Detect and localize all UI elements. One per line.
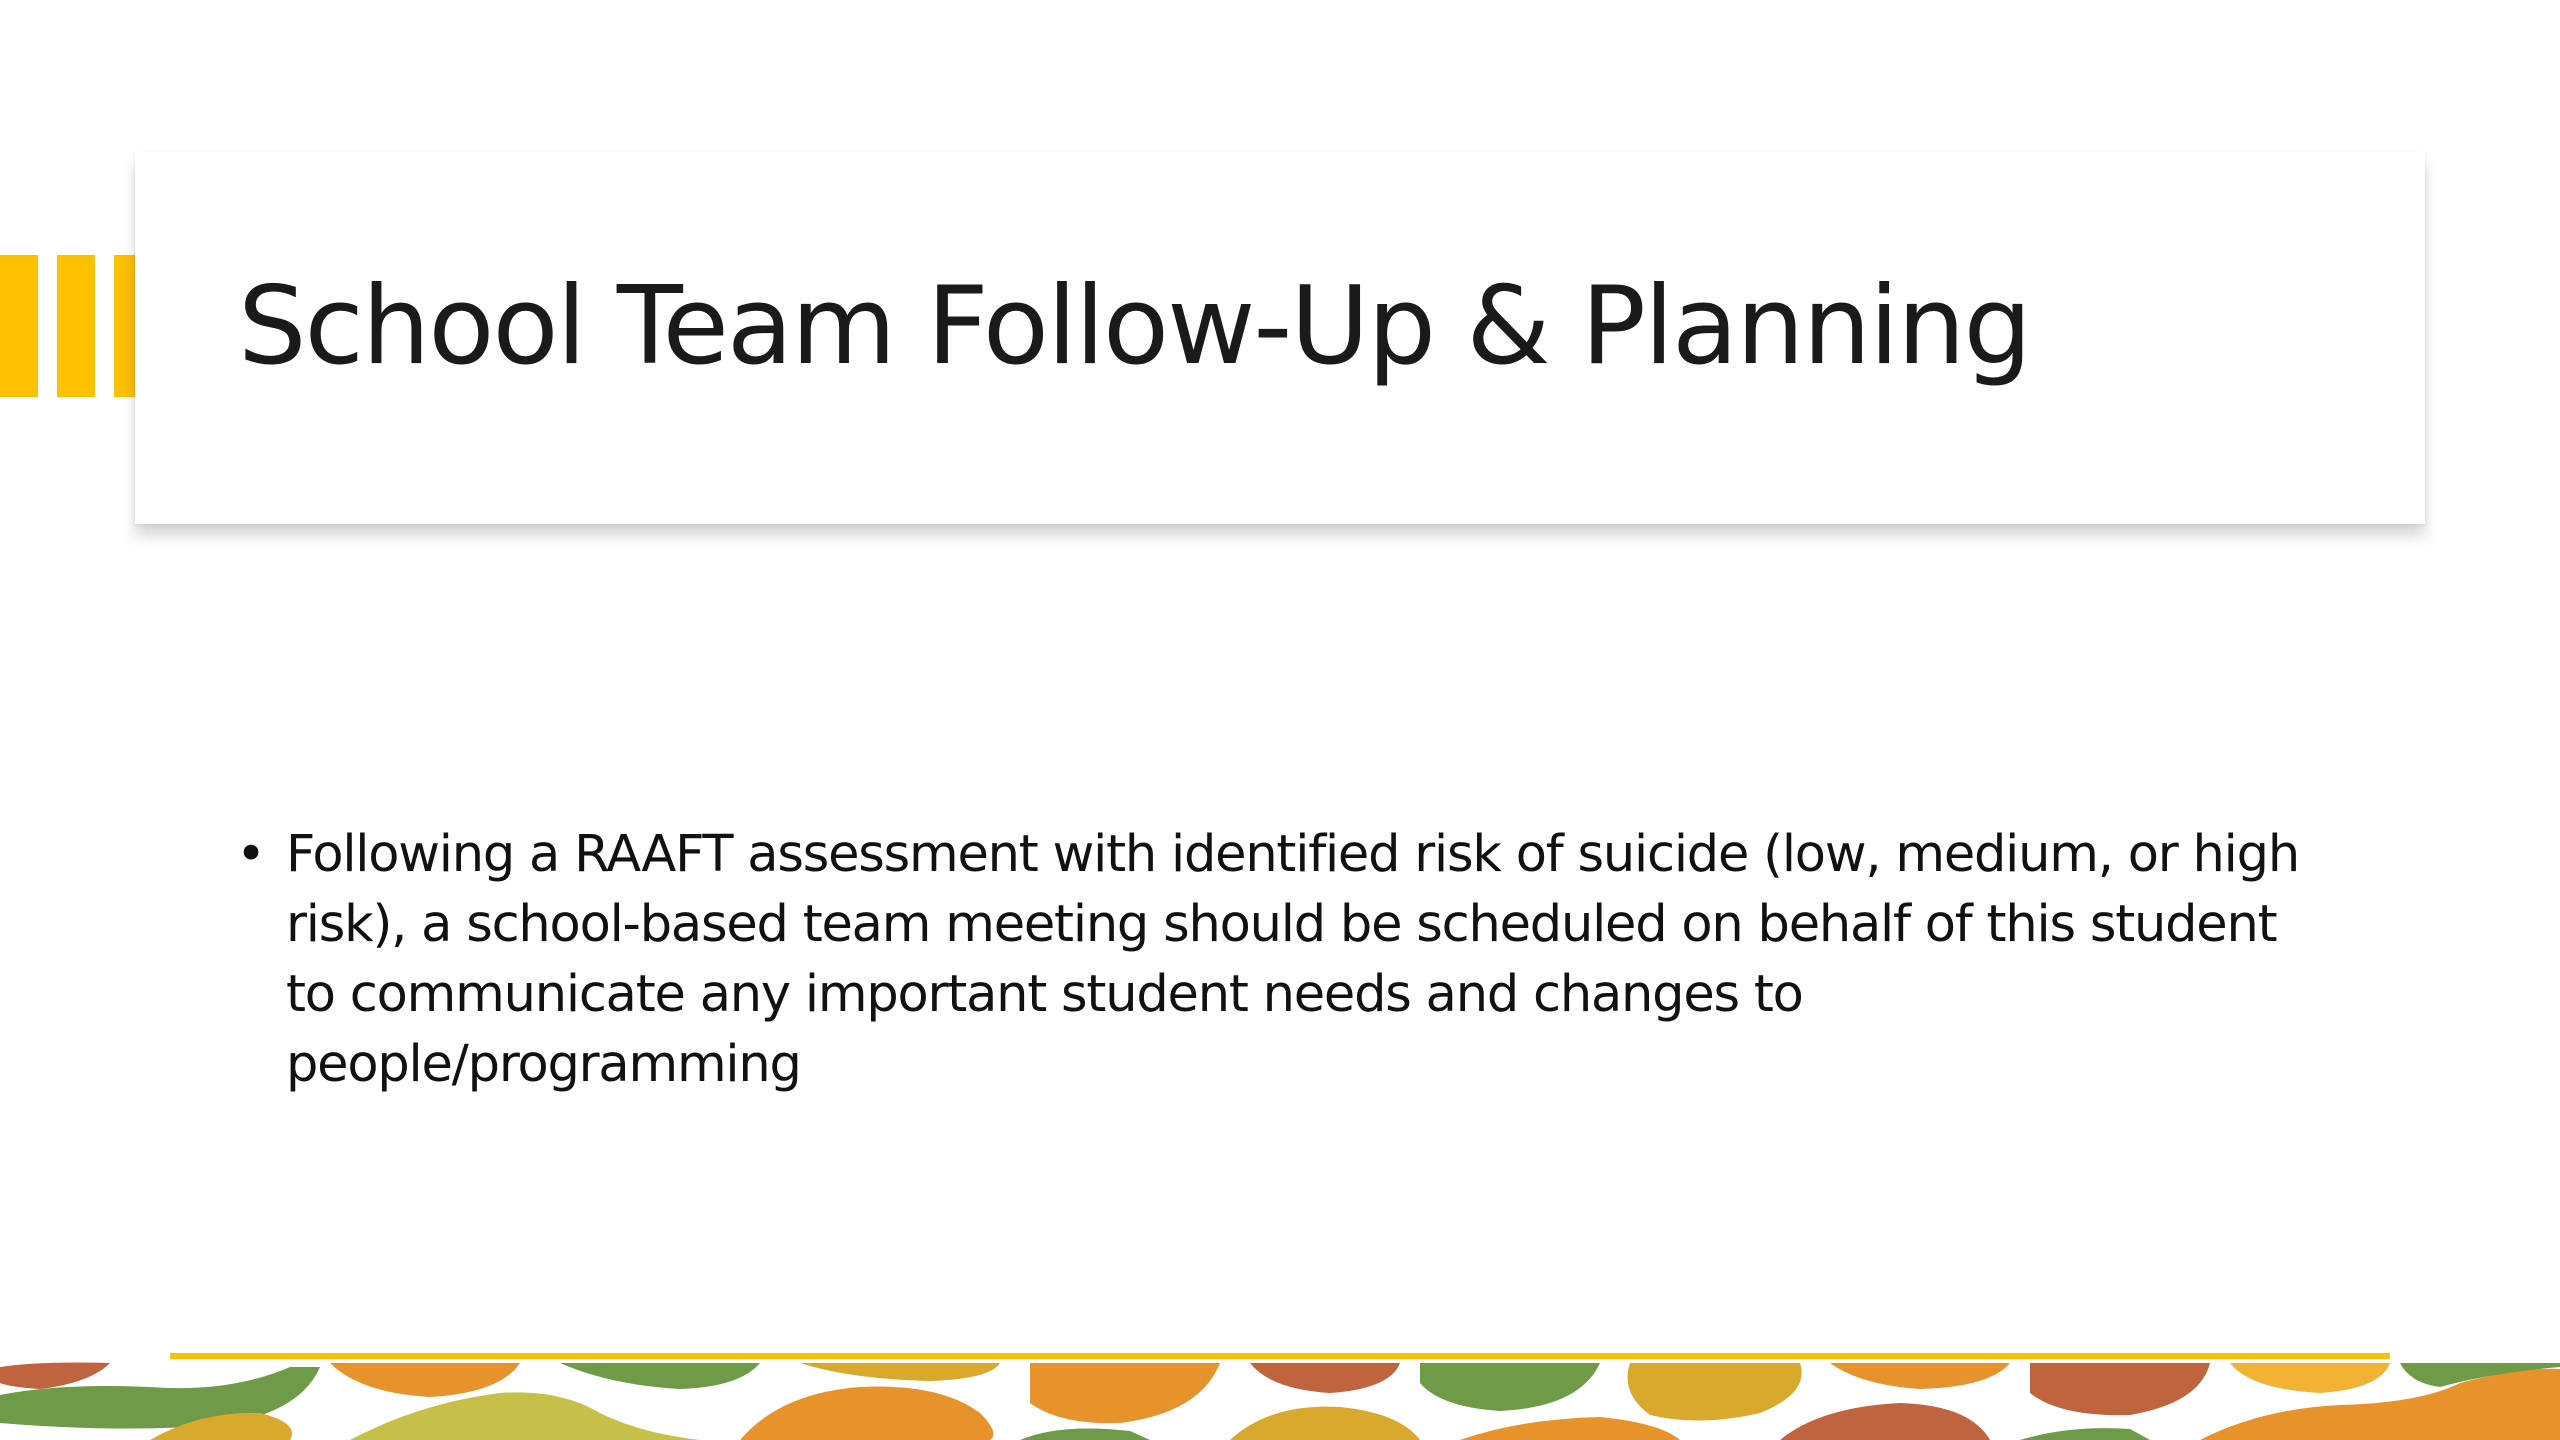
slide-body xyxy=(236,820,2316,1100)
decorative-pattern-band xyxy=(0,1353,2560,1440)
slide-title: School Team Follow-Up & Planning xyxy=(238,264,2031,389)
bullet-text: Following a RAAFT assessment with identified risk of suicide (low, medium, or high risk), a school-based team meeting should be scheduled on behalf of this student to communicate any important student needs and changes to people/programming xyxy=(286,825,2299,1094)
accent-bar xyxy=(0,255,38,397)
accent-bar xyxy=(114,255,136,397)
bullet-marker: • xyxy=(236,825,265,884)
bullet-item xyxy=(236,820,2316,1100)
accent-bar xyxy=(57,255,95,397)
